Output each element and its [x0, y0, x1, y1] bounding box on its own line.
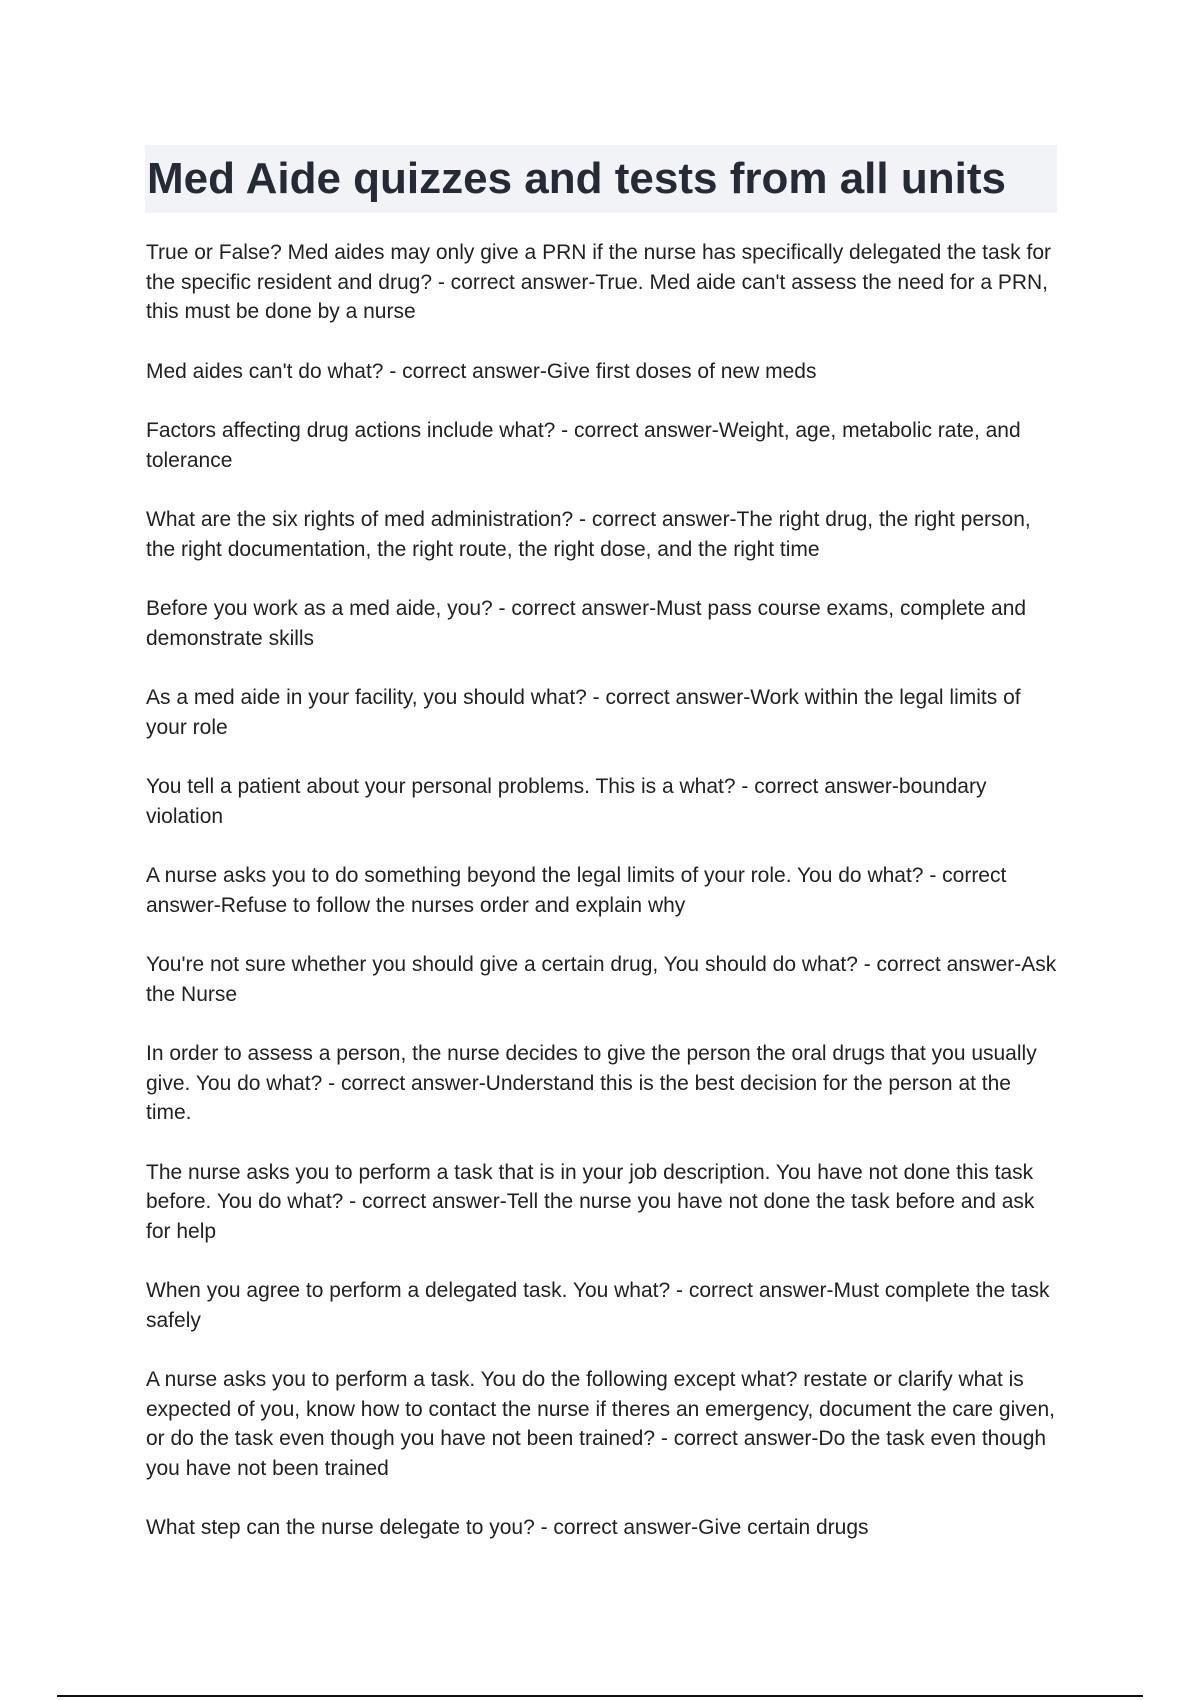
document-title: Med Aide quizzes and tests from all units	[147, 154, 1006, 203]
qa-item: What are the six rights of med administration? - correct answer-The right drug, the right person, the right documentation, the right route, the right dose, and the right time	[146, 508, 1031, 561]
qa-item: Before you work as a med aide, you? - correct answer-Must pass course exams, complete and demonstrate skills	[146, 597, 1027, 650]
qa-item: When you agree to perform a delegated task. You what? - correct answer-Must complete the task safely	[146, 1279, 1050, 1332]
qa-item: What step can the nurse delegate to you? - correct answer-Give certain drugs	[146, 1516, 869, 1539]
qa-item: You tell a patient about your personal problems. This is a what? - correct answer-boundary violation	[146, 775, 987, 828]
qa-item: Factors affecting drug actions include what? - correct answer-Weight, age, metabolic rate, and tolerance	[146, 419, 1021, 472]
qa-item: Med aides can't do what? - correct answer-Give first doses of new meds	[146, 359, 817, 383]
qa-item: In order to assess a person, the nurse decides to give the person the oral drugs that you usually give. You do what? - correct answer-Understand this is the best decision for the person at the time.	[146, 1042, 1037, 1124]
qa-item: A nurse asks you to do something beyond the legal limits of your role. You do what? - correct answer-Refuse to follow the nurses order and explain why	[146, 864, 1007, 917]
qa-item: The nurse asks you to perform a task that is in your job description. You have not done this task before. You do what? - correct answer-Tell the nurse you have not done the task before and ask for help	[146, 1160, 1035, 1243]
qa-item: You're not sure whether you should give a certain drug, You should do what? - correct answer-Ask the Nurse	[146, 953, 1057, 1006]
qa-list	[146, 238, 1061, 1573]
qa-item: A nurse asks you to perform a task. You do the following except what? restate or clarify what is expected of you, know how to contact the nurse if theres an emergency, document the care given, or do the task even though you have not been trained? - correct answer-Do the task even though you have not been trained	[146, 1368, 1055, 1480]
qa-item: As a med aide in your facility, you should what? - correct answer-Work within the legal limits of your role	[146, 686, 1021, 739]
footer-divider	[57, 1695, 1143, 1697]
qa-item: True or False? Med aides may only give a PRN if the nurse has specifically delegated the task for the specific resident and drug? - correct answer-True. Med aide can't assess the need for a PRN, this must be done by a nurse	[146, 241, 1051, 323]
